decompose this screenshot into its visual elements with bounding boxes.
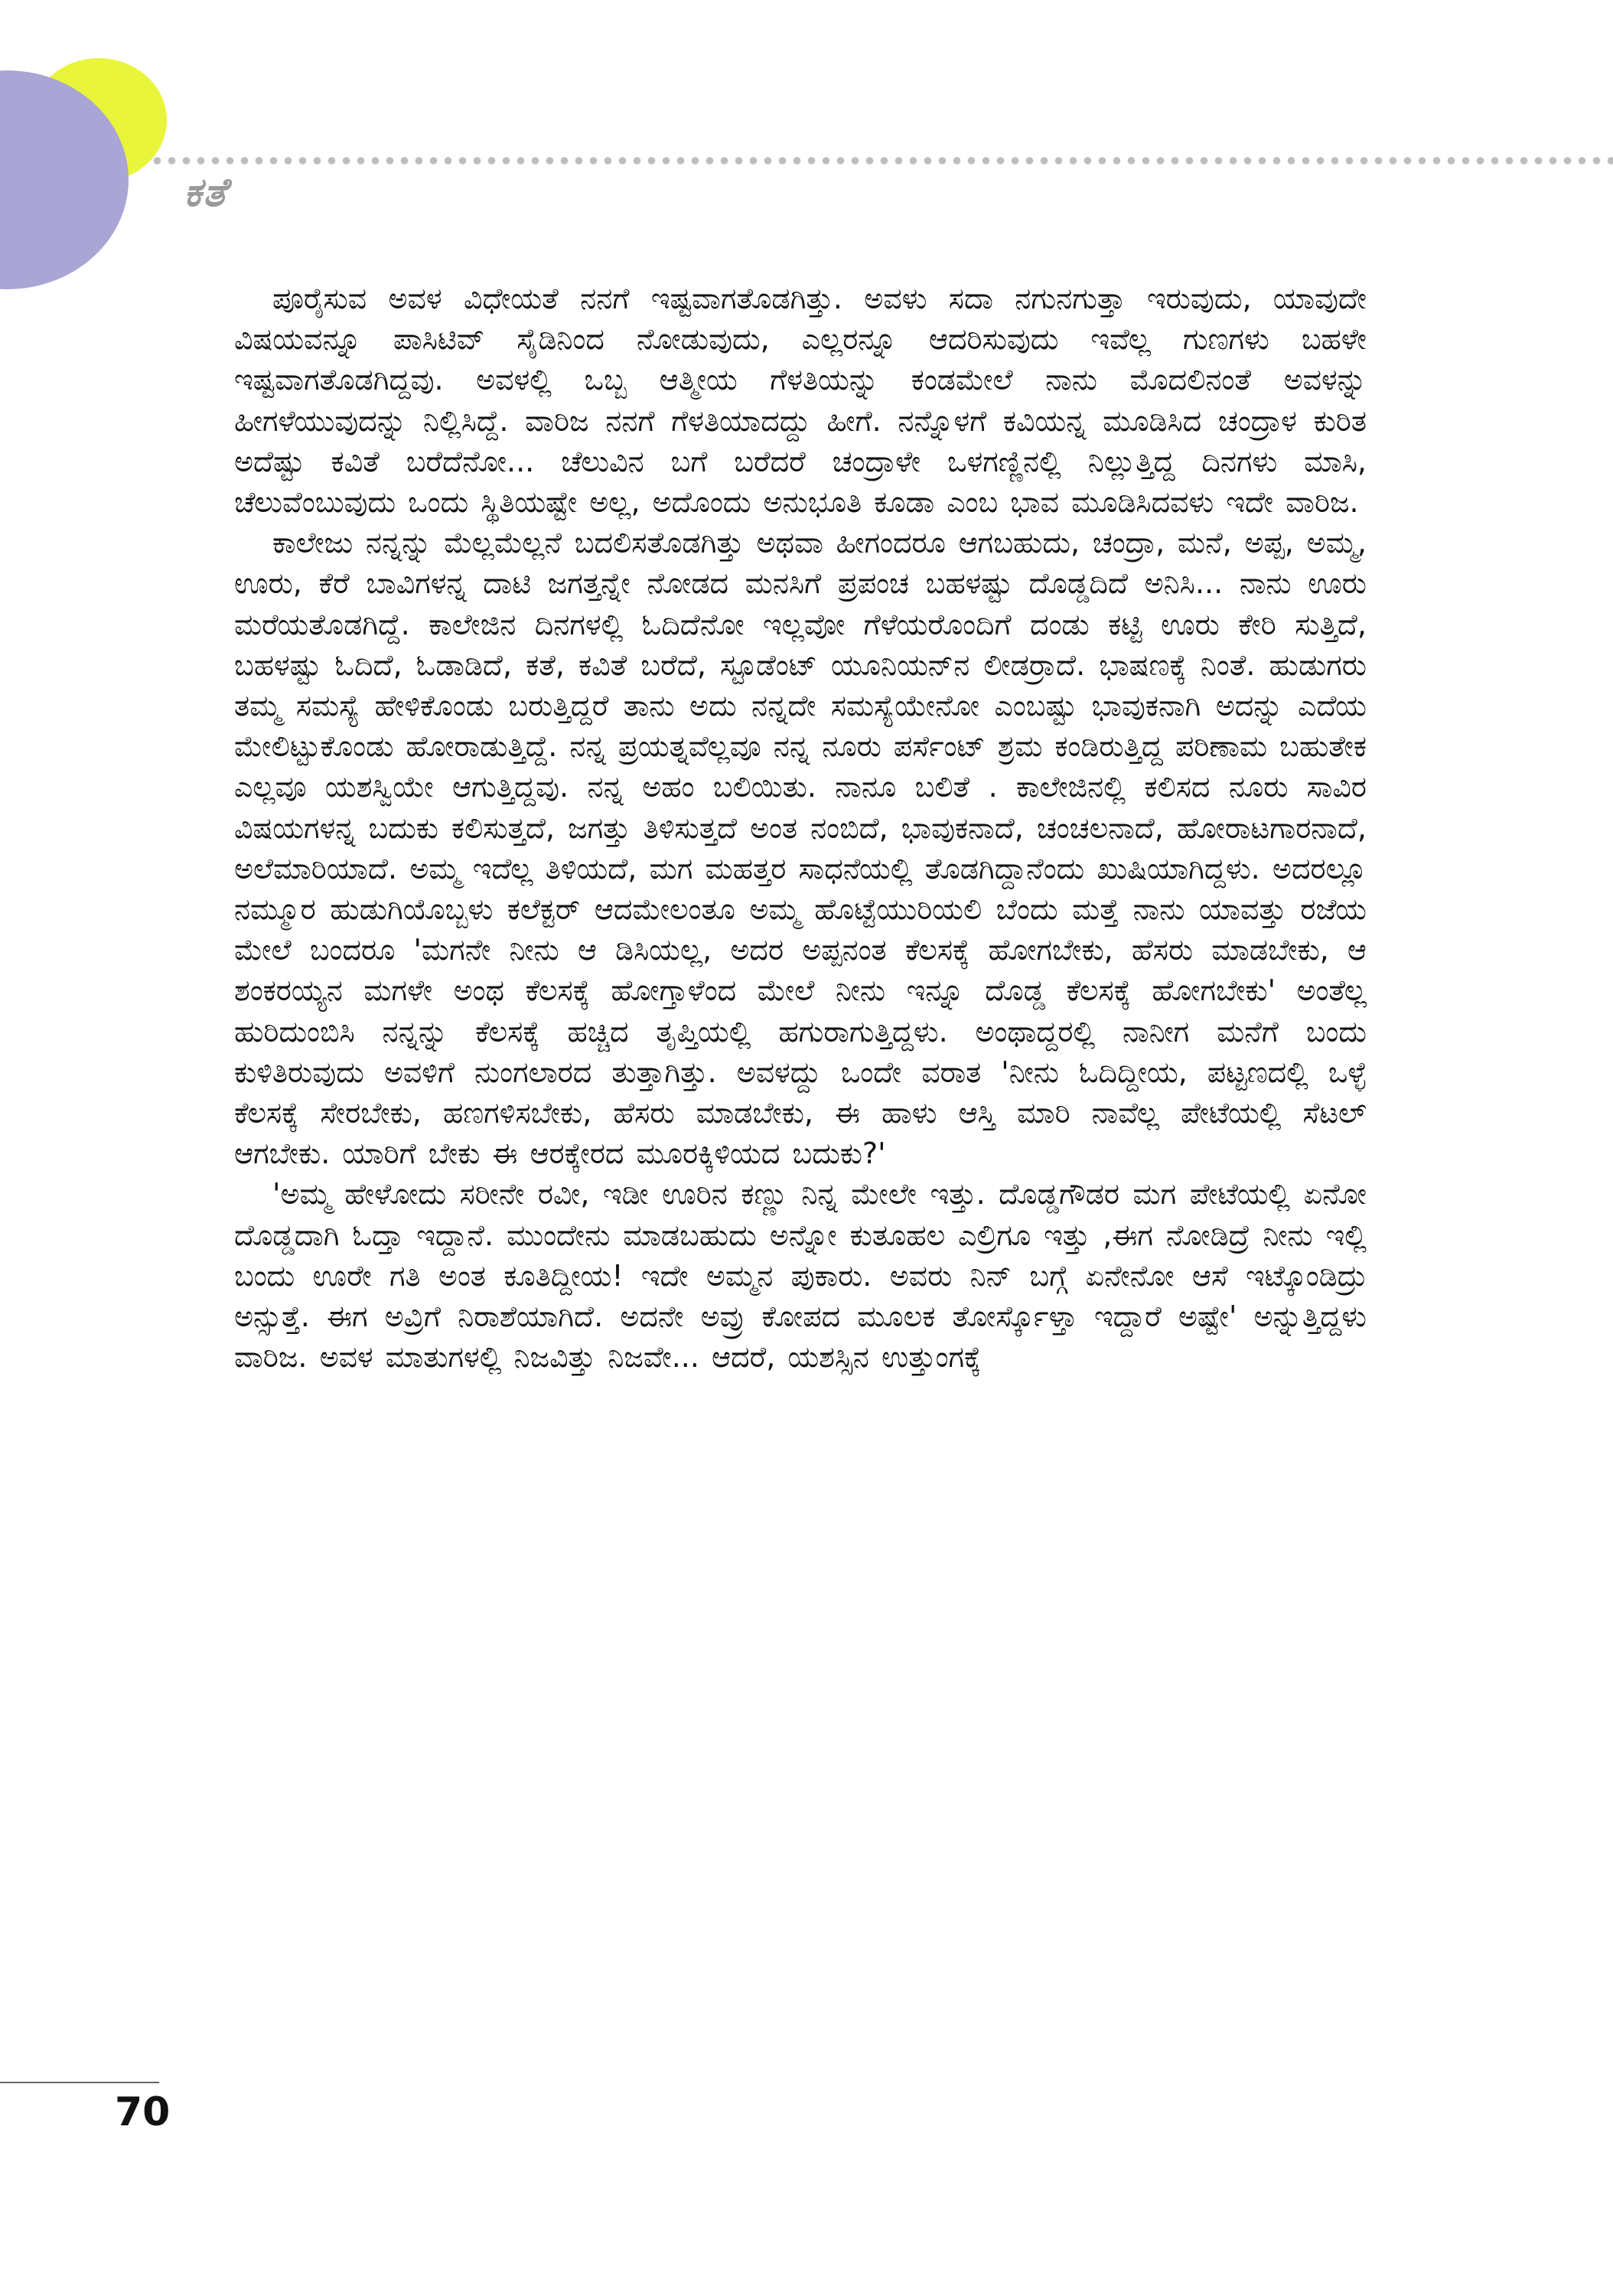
paragraph-2: ಕಾಲೇಜು ನನ್ನನ್ನು ಮೆಲ್ಲಮೆಲ್ಲನೆ ಬದಲಿಸತೊಡಗಿತ್ತು ಅಥವಾ ಹೀಗಂದರೂ ಆಗಬಹುದು, ಚಂದ್ರಾ, ಮನೆ, ಅಪ್ಪ, ಅಮ್ಮ, ಊರು, ಕೆರೆ ಬಾವಿಗಳನ್ನ ದಾಟಿ ಜಗತ್ತನ್ನೇ ನೋಡದ ಮನಸಿಗೆ ಪ್ರಪಂಚ ಬಹಳಷ್ಟು ದೊಡ್ಡದಿದೆ ಅನಿಸಿ... ನಾನು ಊರು ಮರೆಯತೊಡಗಿದ್ದೆ. ಕಾಲೇಜಿನ ದಿನಗಳಲ್ಲಿ ಓದಿದೆನೋ ಇಲ್ಲವೋ ಗೆಳೆಯರೊಂದಿಗೆ ದಂಡು ಕಟ್ಟಿ ಊರು ಕೇರಿ ಸುತ್ತಿದೆ, ಬಹಳಷ್ಟು ಓದಿದೆ, ಓಡಾಡಿದೆ, ಕತೆ, ಕವಿತೆ ಬರೆದೆ, ಸ್ಟೂಡೆಂಟ್ ಯೂನಿಯನ್‌ನ ಲೀಡರ್ರಾದೆ. ಭಾಷಣಕ್ಕೆ ನಿಂತೆ. ಹುಡುಗರು ತಮ್ಮ ಸಮಸ್ಯೆ ಹೇಳಿಕೊಂಡು ಬರುತ್ತಿದ್ದರೆ ತಾನು ಅದು ನನ್ನದೇ ಸಮಸ್ಯೆಯೇನೋ ಎಂಬಷ್ಟು ಭಾವುಕನಾಗಿ ಅದನ್ನು ಎದೆಯ ಮೇಲಿಟ್ಟುಕೊಂಡು ಹೋರಾಡುತ್ತಿದ್ದೆ. ನನ್ನ ಪ್ರಯತ್ನವೆಲ್ಲವೂ ನನ್ನ ನೂರು ಪರ್ಸೆಂಟ್ ಶ್ರಮ ಕಂಡಿರುತ್ತಿದ್ದ ಪರಿಣಾಮ ಬಹುತೇಕ ಎಲ್ಲವೂ ಯಶಸ್ವಿಯೇ ಆಗುತ್ತಿದ್ದವು. ನನ್ನ ಅಹಂ ಬಲಿಯಿತು. ನಾನೂ ಬಲಿತೆ . ಕಾಲೇಜಿನಲ್ಲಿ ಕಲಿಸದ ನೂರು ಸಾವಿರ ವಿಷಯಗಳನ್ನ ಬದುಕು ಕಲಿಸುತ್ತದೆ, ಜಗತ್ತು ತಿಳಿಸುತ್ತದೆ ಅಂತ ನಂಬಿದೆ, ಭಾವುಕನಾದೆ, ಚಂಚಲನಾದೆ, ಹೋರಾಟಗಾರನಾದೆ, ಅಲೆಮಾರಿಯಾದೆ. ಅಮ್ಮ ಇದೆಲ್ಲ ತಿಳಿಯದೆ, ಮಗ ಮಹತ್ತರ ಸಾಧನೆಯಲ್ಲಿ ತೊಡಗಿದ್ದಾನೆಂದು ಖುಷಿಯಾಗಿದ್ದಳು. ಅದರಲ್ಲೂ ನಮ್ಮೂರ ಹುಡುಗಿಯೊಬ್ಬಳು ಕಲೆಕ್ಟರ್ ಆದಮೇಲಂತೂ ಅಮ್ಮ ಹೊಟ್ಟೆಯುರಿಯಲಿ ಬೆಂದು ಮತ್ತೆ ನಾನು ಯಾವತ್ತು ರಜೆಯ ಮೇಲೆ ಬಂದರೂ 'ಮಗನೇ ನೀನು ಆ ಡಿಸಿಯಲ್ಲ, ಅದರ ಅಪ್ಪನಂತ ಕೆಲಸಕ್ಕೆ ಹೋಗಬೇಕು, ಹೆಸರು ಮಾಡಬೇಕು, ಆ ಶಂಕರಯ್ಯನ ಮಗಳೇ ಅಂಥ ಕೆಲಸಕ್ಕೆ ಹೋಗ್ತಾಳೆಂದ ಮೇಲೆ ನೀನು ಇನ್ನೂ ದೊಡ್ಡ ಕೆಲಸಕ್ಕೆ ಹೋಗಬೇಕು' ಅಂತೆಲ್ಲ ಹುರಿದುಂಬಿಸಿ ನನ್ನನ್ನು ಕೆಲಸಕ್ಕೆ ಹಚ್ಚಿದ ತೃಪ್ತಿಯಲ್ಲಿ ಹಗುರಾಗುತ್ತಿದ್ದಳು. ಅಂಥಾದ್ದರಲ್ಲಿ ನಾನೀಗ ಮನೆಗೆ ಬಂದು ಕುಳಿತಿರುವುದು ಅವಳಿಗೆ ನುಂಗಲಾರದ ತುತ್ತಾಗಿತ್ತು. ಅವಳದ್ದು ಒಂದೇ ವರಾತ 'ನೀನು ಓದಿದ್ದೀಯ, ಪಟ್ಟಣದಲ್ಲಿ ಒಳ್ಳೆ ಕೆಲಸಕ್ಕೆ ಸೇರಬೇಕು, ಹಣಗಳಿಸಬೇಕು, ಹೆಸರು ಮಾಡಬೇಕು, ಈ ಹಾಳು ಆಸ್ತಿ ಮಾರಿ ನಾವೆಲ್ಲ ಪೇಟೆಯಲ್ಲಿ ಸೆಟಲ್ ಆಗಬೇಕು. ಯಾರಿಗೆ ಬೇಕು ಈ ಆರಕ್ಕೇರದ ಮೂರಕ್ಕಿಳಿಯದ ಬದುಕು?' (234, 526, 1367, 1171)
paragraph-3: 'ಅಮ್ಮ ಹೇಳೋದು ಸರೀನೇ ರವೀ, ಇಡೀ ಊರಿನ ಕಣ್ಣು ನಿನ್ನ ಮೇಲೇ ಇತ್ತು. ದೊಡ್ಡಗೌಡರ ಮಗ ಪೇಟೆಯಲ್ಲಿ ಏನೋ ದೊಡ್ಡದಾಗಿ ಓದ್ತಾ ಇದ್ದಾನೆ. ಮುಂದೇನು ಮಾಡಬಹುದು ಅನ್ನೋ ಕುತೂಹಲ ಎಲ್ರಿಗೂ ಇತ್ತು ,ಈಗ ನೋಡಿದ್ರೆ ನೀನು ಇಲ್ಲಿ ಬಂದು ಊರೇ ಗತಿ ಅಂತ ಕೂತಿದ್ದೀಯ! ಇದೇ ಅಮ್ಮನ ಪುಕಾರು. ಅವರು ನಿನ್ ಬಗ್ಗೆ ಏನೇನೋ ಆಸೆ ಇಟ್ಕೊಂಡಿದ್ರು ಅನ್ಸುತ್ತೆ. ಈಗ ಅವ್ರಿಗೆ ನಿರಾಶೆಯಾಗಿದೆ. ಅದನೇ ಅವ್ರು ಕೋಪದ ಮೂಲಕ ತೋರ್ಸ್ಕೊಳ್ತಾ ಇದ್ದಾರೆ ಅಷ್ಟೇ' ಅನ್ನುತ್ತಿದ್ದಳು ವಾರಿಜ. ಅವಳ ಮಾತುಗಳಲ್ಲಿ ನಿಜವಿತ್ತು ನಿಜವೇ... ಆದರೆ, ಯಶಸ್ಸಿನ ಉತ್ತುಂಗಕ್ಕೆ (234, 1177, 1367, 1375)
page-number: 70 (115, 2089, 171, 2135)
footer-rule (0, 2082, 159, 2083)
dotted-header-rule (150, 156, 1613, 165)
section-label: ಕತೆ (184, 170, 228, 216)
article-body (234, 279, 1367, 1378)
paragraph-1: ಪೂರೈಸುವ ಅವಳ ವಿಧೇಯತೆ ನನಗೆ ಇಷ್ಟವಾಗತೊಡಗಿತ್ತು. ಅವಳು ಸದಾ ನಗುನಗುತ್ತಾ ಇರುವುದು, ಯಾವುದೇ ವಿಷಯವನ್ನೂ ಪಾಸಿಟಿವ್ ಸೈಡಿನಿಂದ ನೋಡುವುದು, ಎಲ್ಲರನ್ನೂ ಆದರಿಸುವುದು ಇವೆಲ್ಲ ಗುಣಗಳು ಬಹಳೇ ಇಷ್ಟವಾಗತೊಡಗಿದ್ದವು. ಅವಳಲ್ಲಿ ಒಬ್ಬ ಆತ್ಮೀಯ ಗೆಳತಿಯನ್ನು ಕಂಡಮೇಲೆ ನಾನು ಮೊದಲಿನಂತೆ ಅವಳನ್ನು ಹೀಗಳೆಯುವುದನ್ನು ನಿಲ್ಲಿಸಿದ್ದೆ. ವಾರಿಜ ನನಗೆ ಗೆಳತಿಯಾದದ್ದು ಹೀಗೆ. ನನ್ನೊಳಗೆ ಕವಿಯನ್ನ ಮೂಡಿಸಿದ ಚಂದ್ರಾಳ ಕುರಿತ ಅದೆಷ್ಟು ಕವಿತೆ ಬರೆದೆನೋ... ಚೆಲುವಿನ ಬಗೆ ಬರೆದರೆ ಚಂದ್ರಾಳೇ ಒಳಗಣ್ಣಿನಲ್ಲಿ ನಿಲ್ಲುತ್ತಿದ್ದ ದಿನಗಳು ಮಾಸಿ, ಚೆಲುವೆಂಬುವುದು ಒಂದು ಸ್ಥಿತಿಯಷ್ಟೇ ಅಲ್ಲ, ಅದೊಂದು ಅನುಭೂತಿ ಕೂಡಾ ಎಂಬ ಭಾವ ಮೂಡಿಸಿದವಳು ಇದೇ ವಾರಿಜ. (234, 282, 1367, 520)
